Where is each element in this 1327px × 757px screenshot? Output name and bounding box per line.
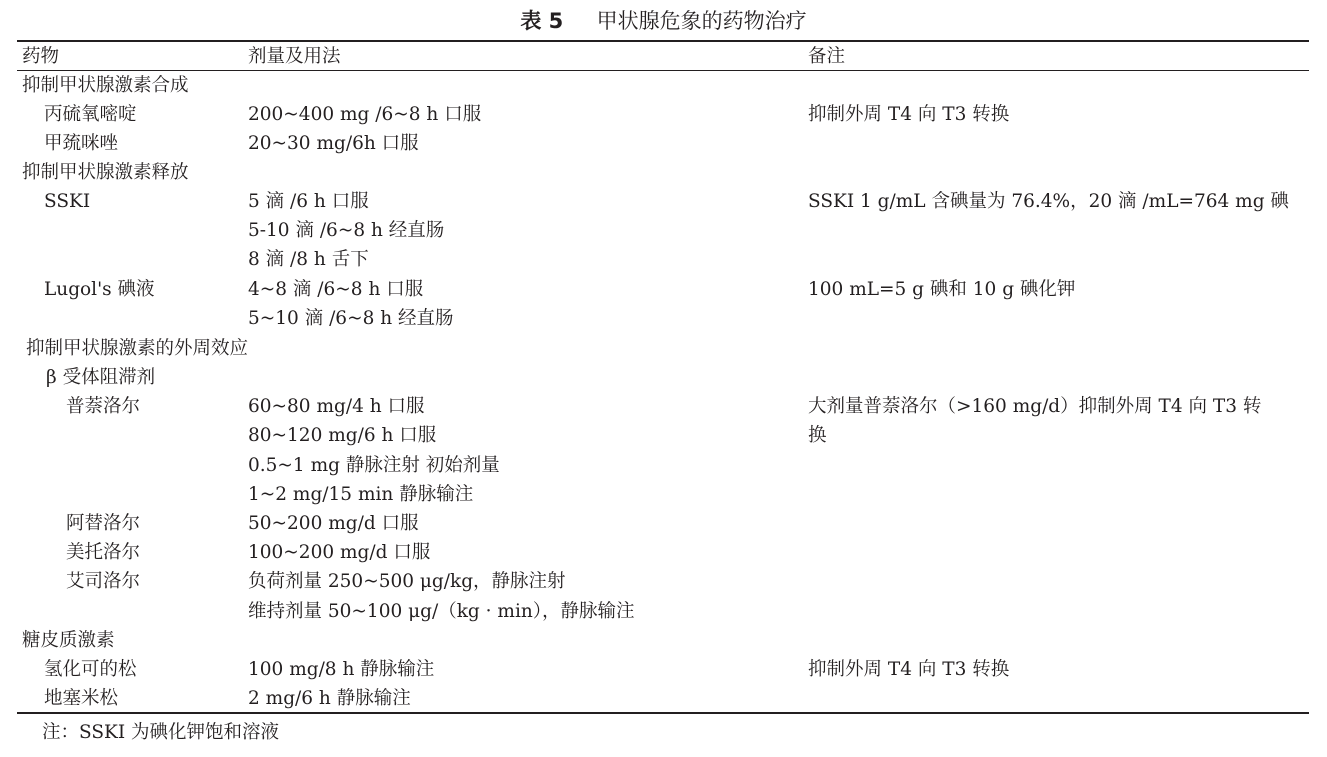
table-row	[0, 597, 1327, 626]
table-row	[0, 363, 1327, 392]
dosage-cell: 5 滴 /6 h 口服	[248, 191, 369, 212]
table-row	[0, 129, 1327, 158]
drug-cell: 氢化可的松	[44, 659, 137, 680]
dosage-cell: 1~2 mg/15 min 静脉输注	[248, 484, 474, 505]
drug-cell: SSKI	[44, 191, 91, 212]
remark-cell: 抑制外周 T4 向 T3 转换	[808, 104, 1010, 125]
header-drug: 药物	[22, 46, 60, 67]
drug-cell: 糖皮质激素	[22, 630, 115, 651]
dosage-cell: 5~10 滴 /6~8 h 经直肠	[248, 308, 454, 329]
table-row	[0, 158, 1327, 187]
table-header	[0, 42, 1327, 71]
dosage-cell: 100 mg/8 h 静脉输注	[248, 659, 435, 680]
table-row	[0, 392, 1327, 421]
table-footnote: 注：SSKI 为碘化钾饱和溶液	[42, 722, 280, 743]
dosage-cell: 8 滴 /8 h 舌下	[248, 249, 369, 270]
table-row	[0, 509, 1327, 538]
dosage-cell: 60~80 mg/4 h 口服	[248, 396, 425, 417]
table-row	[0, 684, 1327, 713]
dosage-cell: 5-10 滴 /6~8 h 经直肠	[248, 220, 445, 241]
drug-cell: 抑制甲状腺激素的外周效应	[26, 338, 249, 359]
remark-cell: 换	[808, 425, 827, 446]
drug-cell: 美托洛尔	[66, 542, 141, 563]
table-row	[0, 187, 1327, 216]
table-row	[0, 538, 1327, 567]
drug-cell: 抑制甲状腺激素合成	[22, 75, 189, 96]
dosage-cell: 20~30 mg/6h 口服	[248, 133, 419, 154]
table-row	[0, 275, 1327, 304]
bottom-rule	[17, 712, 1309, 714]
table-row	[0, 451, 1327, 480]
drug-cell: 普萘洛尔	[66, 396, 141, 417]
dosage-cell: 2 mg/6 h 静脉输注	[248, 688, 411, 709]
table-row	[0, 304, 1327, 333]
dosage-cell: 负荷剂量 250~500 μg/kg，静脉注射	[248, 571, 566, 592]
table-title	[0, 6, 1327, 36]
table-row	[0, 567, 1327, 596]
table-row	[0, 245, 1327, 274]
dosage-cell: 0.5~1 mg 静脉注射 初始剂量	[248, 455, 500, 476]
table-number: 表 5	[520, 9, 564, 33]
table-row	[0, 421, 1327, 450]
drug-cell: 艾司洛尔	[66, 571, 141, 592]
dosage-cell: 80~120 mg/6 h 口服	[248, 425, 437, 446]
drug-cell: 地塞米松	[44, 688, 119, 709]
drug-cell: 抑制甲状腺激素释放	[22, 162, 189, 183]
remark-cell: 抑制外周 T4 向 T3 转换	[808, 659, 1010, 680]
table-row	[0, 480, 1327, 509]
drug-cell: 阿替洛尔	[66, 513, 141, 534]
table-row	[0, 71, 1327, 100]
dosage-cell: 4~8 滴 /6~8 h 口服	[248, 279, 424, 300]
dosage-cell: 100~200 mg/d 口服	[248, 542, 431, 563]
header-dosage: 剂量及用法	[248, 46, 341, 67]
table-row	[0, 216, 1327, 245]
drug-cell: 丙硫氧嘧啶	[44, 104, 137, 125]
remark-cell: 大剂量普萘洛尔（>160 mg/d）抑制外周 T4 向 T3 转	[808, 396, 1262, 417]
table-row	[0, 100, 1327, 129]
remark-cell: 100 mL=5 g 碘和 10 g 碘化钾	[808, 279, 1076, 300]
header-remark: 备注	[808, 46, 846, 67]
dosage-cell: 维持剂量 50~100 μg/（kg · min），静脉输注	[248, 601, 635, 622]
dosage-cell: 200~400 mg /6~8 h 口服	[248, 104, 482, 125]
drug-cell: 甲巯咪唑	[44, 133, 119, 154]
table-title-text: 甲状腺危象的药物治疗	[596, 9, 807, 33]
drug-cell: Lugol's 碘液	[44, 279, 155, 300]
table-row	[0, 334, 1327, 363]
remark-cell: SSKI 1 g/mL 含碘量为 76.4%，20 滴 /mL=764 mg 碘	[808, 191, 1289, 212]
dosage-cell: 50~200 mg/d 口服	[248, 513, 419, 534]
drug-cell: β 受体阻滞剂	[46, 367, 156, 388]
table-row	[0, 655, 1327, 684]
table-row	[0, 626, 1327, 655]
